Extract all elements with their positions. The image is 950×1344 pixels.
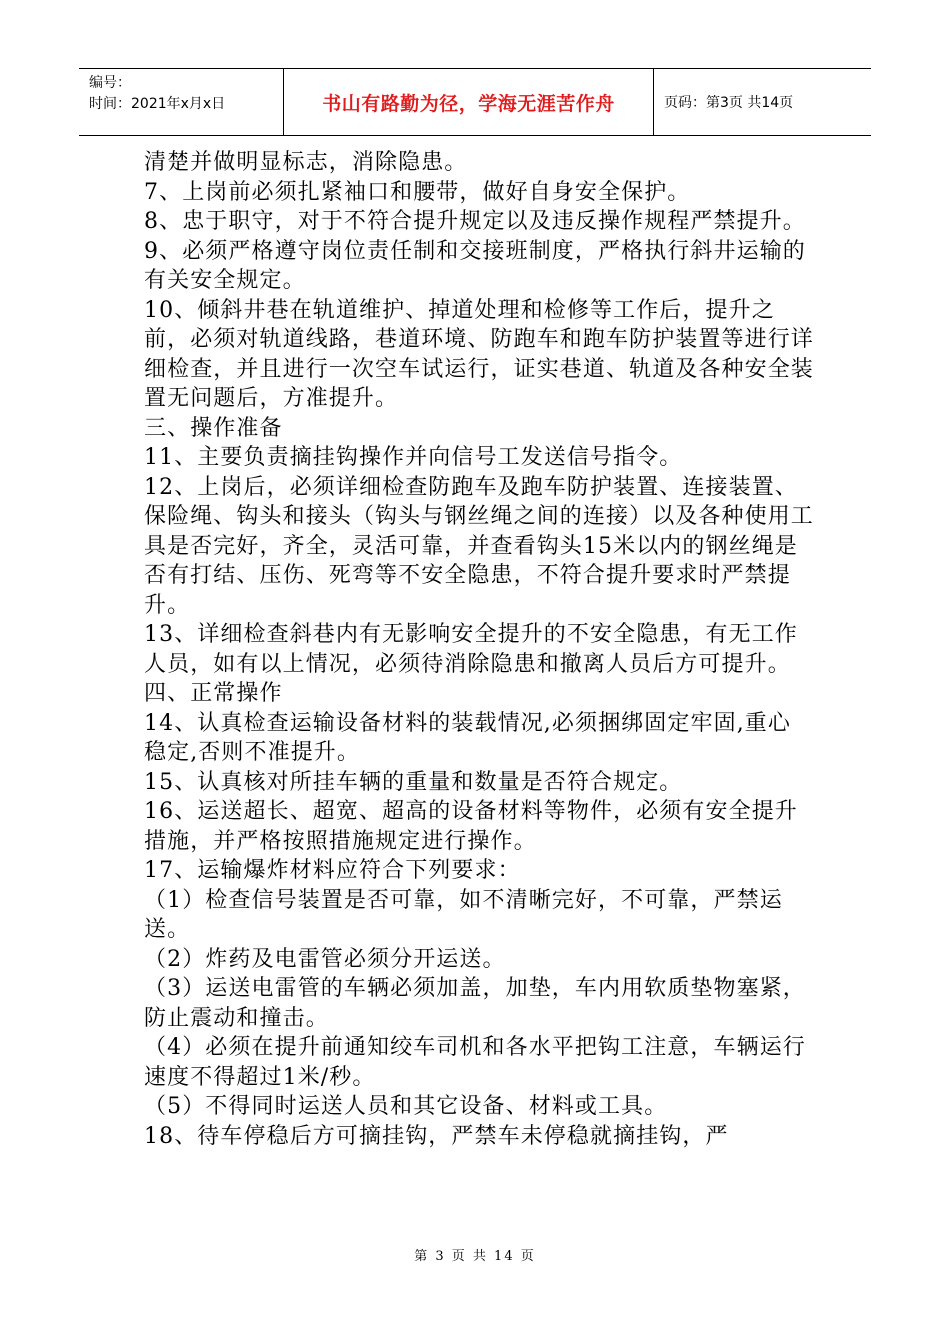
- paragraph: 9、必须严格遵守岗位责任制和交接班制度，严格执行斜井运输的有关安全规定。: [144, 238, 806, 293]
- paragraph: 10、倾斜井巷在轨道维护、掉道处理和检修等工作后，提升之前，必须对轨道线路，巷道环境、防跑车和跑车防护装置等进行详细检查，并且进行一次空车试运行，证实巷道、轨道及各种安全装置无问题后，方准提升。: [144, 297, 814, 411]
- document-body: [144, 148, 814, 1151]
- paragraph: 12、上岗后，必须详细检查防跑车及跑车防护装置、连接装置、保险绳、钩头和接头（钩头与钢丝绳之间的连接）以及各种使用工具是否完好，齐全，灵活可靠，并查看钩头15米以内的钢丝绳是否有打结、压伤、死弯等不安全隐患，不符合提升要求时严禁提升。: [144, 474, 814, 618]
- list-item: （5）不得同时运送人员和其它设备、材料或工具。: [144, 1094, 668, 1119]
- document-number-label: 编号：: [89, 75, 131, 91]
- paragraph: 清楚并做明显标志，消除隐患。: [144, 150, 468, 175]
- paragraph: 13、详细检查斜巷内有无影响安全提升的不安全隐患，有无工作人员，如有以上情况，必须待消除隐患和撤离人员后方可提升。: [144, 622, 798, 677]
- header-page-info: 页码：第3页 共14页: [664, 95, 794, 111]
- paragraph: 8、忠于职守，对于不符合提升规定以及违反操作规程严禁提升。: [144, 209, 806, 234]
- paragraph: 17、运输爆炸材料应符合下列要求：: [144, 858, 521, 883]
- header-meta-cell: [79, 69, 284, 135]
- paragraph: 15、认真核对所挂车辆的重量和数量是否符合规定。: [144, 769, 683, 795]
- paragraph: 16、运送超长、超宽、超高的设备材料等物件，必须有安全提升措施，并严格按照措施规定进行操作。: [144, 799, 798, 854]
- section-heading: 三、操作准备: [144, 415, 283, 441]
- page-header: [79, 68, 871, 136]
- paragraph: 18、待车停稳后方可摘挂钩，严禁车未停稳就摘挂钩，严: [144, 1123, 729, 1149]
- section-heading: 四、正常操作: [144, 681, 283, 706]
- header-motto: 书山有路勤为径，学海无涯苦作舟: [284, 69, 654, 135]
- list-item: （3）运送电雷管的车辆必须加盖，加垫，车内用软质垫物塞紧，防止震动和撞击。: [144, 976, 806, 1031]
- list-item: （4）必须在提升前通知绞车司机和各水平把钩工注意，车辆运行速度不得超过1米/秒。: [144, 1035, 806, 1090]
- document-date: 时间：2021年x月x日: [89, 96, 226, 112]
- paragraph: 7、上岗前必须扎紧袖口和腰带，做好自身安全保护。: [144, 179, 691, 205]
- paragraph: 11、主要负责摘挂钩操作并向信号工发送信号指令。: [144, 445, 683, 470]
- list-item: （1）检查信号装置是否可靠，如不清晰完好，不可靠，严禁运送。: [144, 887, 783, 942]
- page-footer: 第 3 页 共 14 页: [414, 1249, 536, 1264]
- list-item: （2）炸药及电雷管必须分开运送。: [144, 946, 506, 972]
- paragraph: 14、认真检查运输设备材料的装载情况,必须捆绑固定牢固,重心稳定,否则不准提升。: [144, 710, 791, 765]
